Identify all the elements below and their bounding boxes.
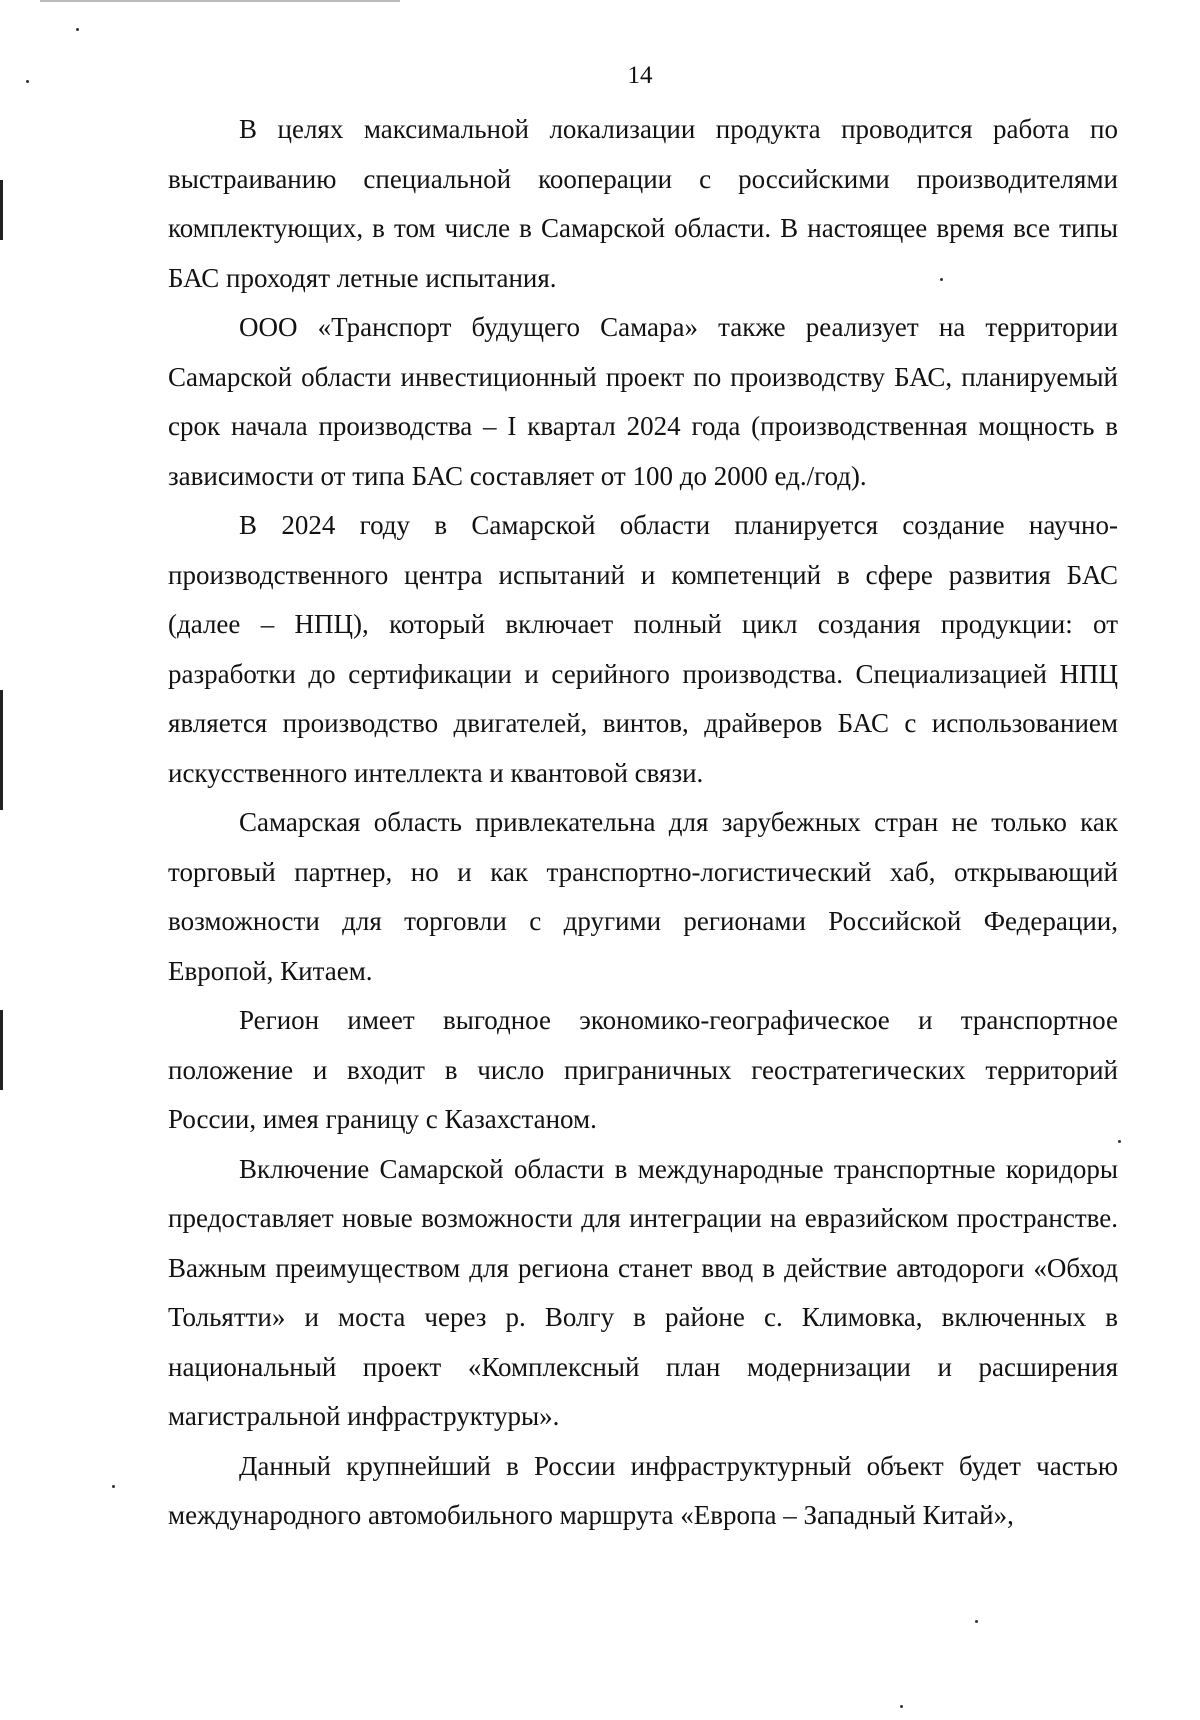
paragraph: Самарская область привлекательна для зарубежных стран не только как торговый партнер, но и как транспортно-логистический хаб, открывающий возможности для торговли с другими регионами Российской Федерации, Европой, Китаем. xyxy=(168,807,1118,986)
paragraph: В 2024 году в Самарской области планируется создание научно-производственного центра испытаний и компетенций в сфере развития БАС (далее – НПЦ), который включает полный цикл создания продукции: от разработки до сертификации и серийного производства. Специализацией НПЦ является производство двигателей, винтов, драйверов БАС с использованием искусственного интеллекта и квантовой связи. xyxy=(168,510,1118,788)
scan-speck xyxy=(76,28,79,31)
paragraph: ООО «Транспорт будущего Самара» также реализует на территории Самарской области инвестиционный проект по производству БАС, планируемый срок начала производства – I квартал 2024 года (производственная мощность в зависимости от типа БАС составляет от 100 до 2000 ед./год). xyxy=(168,312,1118,491)
scan-edge-mark xyxy=(0,1010,3,1090)
scan-edge-mark xyxy=(0,180,3,240)
scan-speck xyxy=(1118,1140,1121,1143)
scan-speck xyxy=(900,1705,903,1708)
scan-speck xyxy=(975,1620,978,1623)
paragraph: В целях максимальной локализации продукта проводится работа по выстраиванию специальной кооперации с российскими производителями комплектующих, в том числе в Самарской области. В настоящее время все типы БАС проходят летные испытания. xyxy=(168,114,1118,293)
paragraph: Данный крупнейший в России инфраструктурный объект будет частью международного автомобильного маршрута «Европа – Западный Китай», xyxy=(168,1450,1118,1530)
document-body xyxy=(168,105,1118,1541)
page-number: 14 xyxy=(627,62,653,89)
paragraph: Регион имеет выгодное экономико-географическое и транспортное положение и входит в число приграничных геостратегических территорий России, имея границу с Казахстаном. xyxy=(168,1005,1118,1134)
scan-edge-mark xyxy=(0,690,3,810)
scan-edge-line xyxy=(40,0,400,2)
scan-speck xyxy=(112,1485,115,1488)
paragraph: Включение Самарской области в международные транспортные коридоры предоставляет новые возможности для интеграции на евразийском пространстве. Важным преимуществом для региона станет ввод в действие автодороги «Обход Тольятти» и моста через р. Волгу в районе с. Климовка, включенных в национальный проект «Комплексный план модернизации и расширения магистральной инфраструктуры». xyxy=(168,1153,1118,1431)
